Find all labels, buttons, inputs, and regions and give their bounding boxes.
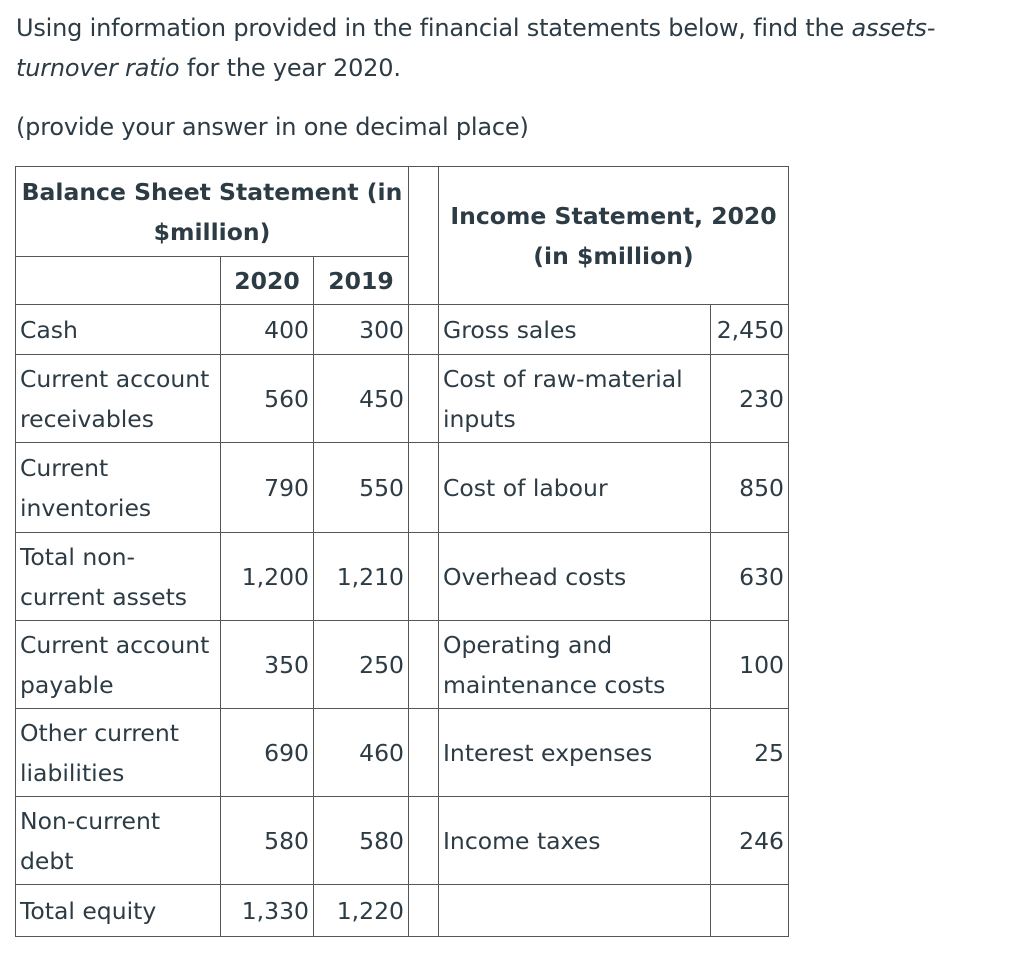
spacer-cell [409,305,439,355]
bs-row-label: Other current liabilities [16,709,221,797]
spacer-cell [409,443,439,533]
bs-row-label: Total non-current assets [16,533,221,621]
bs-value-2019: 1,220 [314,885,409,937]
bs-value-2019: 250 [314,621,409,709]
bs-row-label: Total equity [16,885,221,937]
spacer-cell [409,885,439,937]
bs-value-2019: 460 [314,709,409,797]
is-row-label: Gross sales [439,305,711,355]
bs-value-2020: 350 [221,621,314,709]
instruction-text: (provide your answer in one decimal place) [16,113,529,141]
blank-header-cell [16,257,221,305]
is-row-label: Overhead costs [439,533,711,621]
spacer-cell [409,355,439,443]
is-value: 100 [711,621,789,709]
bs-value-2019: 550 [314,443,409,533]
year-header-2020: 2020 [221,257,314,305]
spacer-cell [409,533,439,621]
spacer-cell [409,621,439,709]
is-value [711,885,789,937]
income-statement-title: Income Statement, 2020 (in $million) [439,167,789,305]
year-header-2019: 2019 [314,257,409,305]
spacer-cell [409,797,439,885]
financial-statements-table [15,166,789,937]
question-emphasis: assets-turnover ratio [16,14,936,82]
bs-value-2020: 1,200 [221,533,314,621]
is-value: 230 [711,355,789,443]
balance-sheet-title: Balance Sheet Statement (in $million) [16,167,409,257]
bs-value-2019: 580 [314,797,409,885]
is-value: 2,450 [711,305,789,355]
is-row-label [439,885,711,937]
question-text-part: for the year 2020. [179,54,401,82]
is-row-label: Cost of labour [439,443,711,533]
bs-value-2019: 450 [314,355,409,443]
bs-value-2019: 300 [314,305,409,355]
is-value: 25 [711,709,789,797]
question-text-part: Using information provided in the financial statements below, find the [16,14,852,42]
is-row-label: Income taxes [439,797,711,885]
spacer-cell [409,709,439,797]
bs-row-label: Current account payable [16,621,221,709]
is-row-label: Operating and maintenance costs [439,621,711,709]
is-row-label: Cost of raw-material inputs [439,355,711,443]
question-text [16,8,1016,88]
bs-value-2020: 580 [221,797,314,885]
bs-value-2020: 690 [221,709,314,797]
bs-value-2020: 790 [221,443,314,533]
bs-value-2019: 1,210 [314,533,409,621]
bs-row-label: Cash [16,305,221,355]
bs-value-2020: 1,330 [221,885,314,937]
bs-row-label: Non-current debt [16,797,221,885]
bs-value-2020: 560 [221,355,314,443]
is-value: 850 [711,443,789,533]
bs-value-2020: 400 [221,305,314,355]
is-value: 630 [711,533,789,621]
is-row-label: Interest expenses [439,709,711,797]
bs-row-label: Current inventories [16,443,221,533]
spacer-cell [409,167,439,305]
is-value: 246 [711,797,789,885]
bs-row-label: Current account receivables [16,355,221,443]
